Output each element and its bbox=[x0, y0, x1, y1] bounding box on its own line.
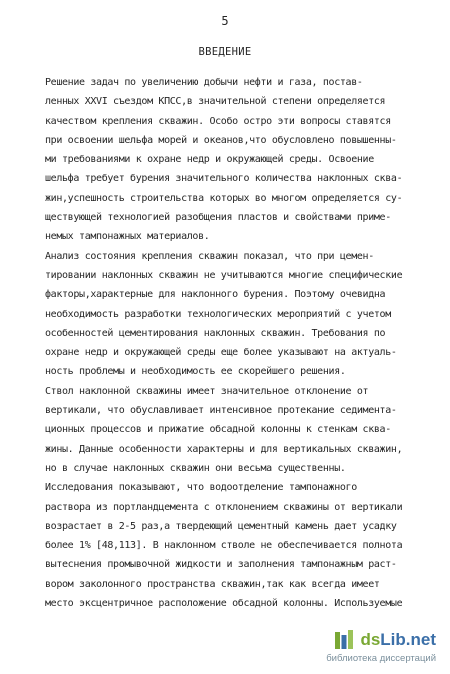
text-line: необходимость разработки технологических мероприятий с учетом bbox=[45, 308, 391, 320]
book-stack-icon bbox=[332, 628, 356, 652]
watermark bbox=[326, 628, 436, 664]
text-line: шельфа требует бурения значительного количества наклонных сква- bbox=[45, 173, 403, 185]
text-line: жин,успешность строительства которых во многом определяется су- bbox=[45, 192, 403, 204]
text-line: немых тампонажных материалов. bbox=[45, 231, 210, 243]
section-title: ВВЕДЕНИЕ bbox=[198, 46, 252, 58]
text-line: место эксцентричное расположение обсадной колонны. Используемые bbox=[45, 598, 403, 610]
text-line: вытеснения промывочной жидкости и заполнения тампонажным раст- bbox=[45, 559, 397, 571]
text-line: вором заколонного пространства скважин,так как всегда имеет bbox=[45, 578, 380, 590]
text-line: Анализ состояния крепления скважин показал, что при цемен- bbox=[45, 250, 374, 262]
text-line: Исследования показывают, что водоотделение тампонажного bbox=[45, 482, 357, 494]
text-line: более 1% [48,113]. В наклонном стволе не обеспечивается полнота bbox=[45, 540, 403, 552]
text-line: тировании наклонных скважин не учитываются многие специфические bbox=[45, 269, 403, 281]
text-line: ленных XXVI съездом КПСС,в значительной степени определяется bbox=[45, 96, 386, 108]
text-line: жины. Данные особенности характерны и для вертикальных скважин, bbox=[45, 443, 403, 455]
watermark-logo: dsLib.net bbox=[360, 630, 436, 649]
text-line: Решение задач по увеличению добычи нефти и газа, постав- bbox=[45, 77, 363, 88]
text-line: ность проблемы и необходимость ее скорейшего решения. bbox=[45, 366, 346, 378]
text-line: Ствол наклонной скважины имеет значительное отклонение от bbox=[45, 385, 369, 397]
body-text bbox=[45, 73, 427, 613]
watermark-subtitle: библиотека диссертаций bbox=[326, 653, 436, 664]
text-line: ционных процессов и прижатие обсадной колонны к стенкам сква- bbox=[45, 424, 391, 436]
text-line: ществующей технологией разобщения пластов и свойствами приме- bbox=[45, 212, 391, 224]
text-line: ми требованиями к охране недр и окружающей среды. Освоение bbox=[45, 154, 374, 166]
text-line: при освоении шельфа морей и океанов,что обусловлено повышенны- bbox=[45, 134, 397, 146]
text-line: но в случае наклонных скважин они весьма существенны. bbox=[45, 462, 346, 474]
text-line: раствора из портландцемента с отклонением скважины от вертикали bbox=[45, 501, 403, 513]
text-line: качеством крепления скважин. Особо остро эти вопросы ставятся bbox=[45, 115, 391, 127]
text-line: вертикали, что обуславливает интенсивное протекание седимента- bbox=[45, 405, 397, 417]
text-line: особенностей цементирования наклонных скважин. Требования по bbox=[45, 327, 386, 339]
text-line: факторы,характерные для наклонного бурения. Поэтому очевидна bbox=[45, 289, 386, 301]
text-line: возрастает в 2-5 раз,а твердеющий цементный камень дает усадку bbox=[45, 520, 397, 532]
text-line: охране недр и окружающей среды еще более указывают на актуаль- bbox=[45, 347, 397, 359]
page-number: 5 bbox=[221, 14, 229, 28]
